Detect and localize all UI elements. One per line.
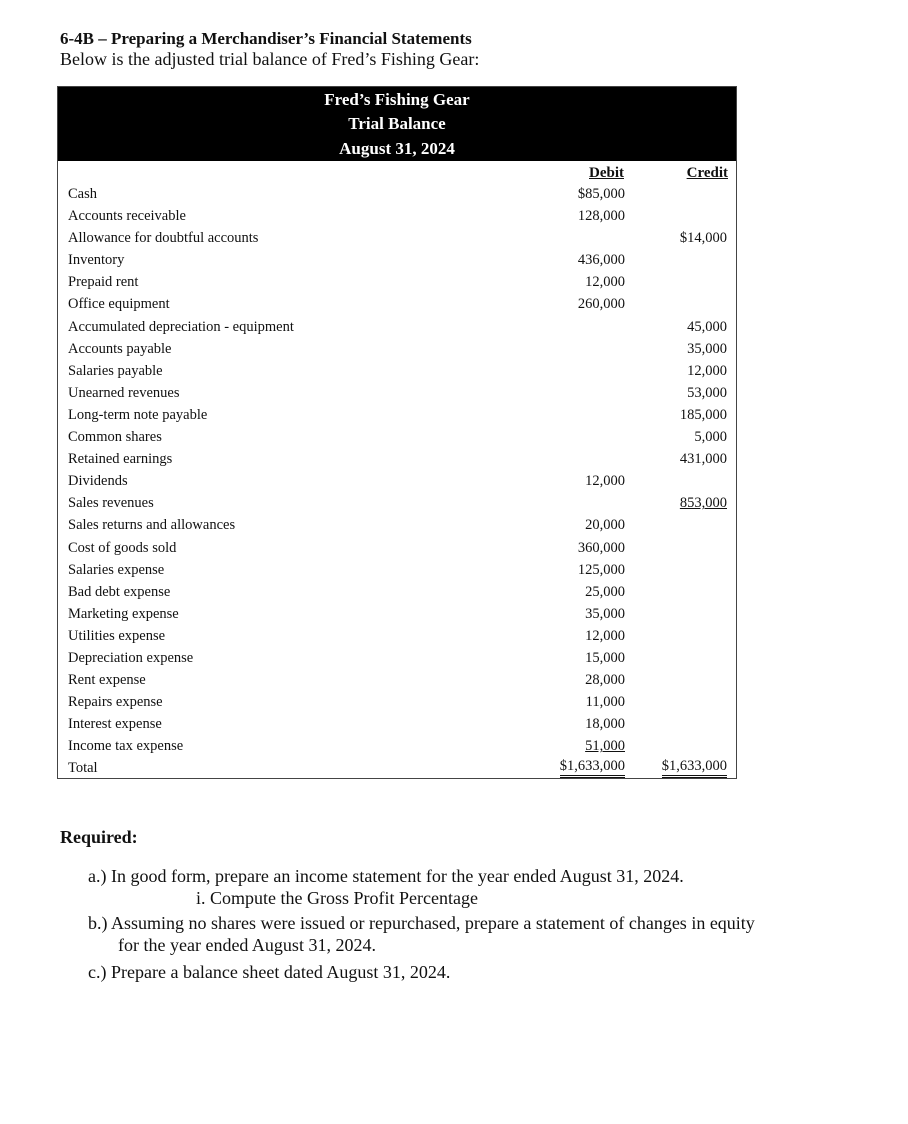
account-name: Utilities expense: [68, 627, 166, 644]
debit-value: 15,000: [585, 649, 625, 666]
table-row: [58, 647, 736, 669]
account-name: Prepaid rent: [68, 274, 139, 291]
table-row: [58, 205, 736, 227]
requirement-b: [88, 912, 755, 934]
account-name: Accounts receivable: [68, 208, 186, 225]
table-row: [58, 293, 736, 315]
table-row: [58, 249, 736, 271]
table-row: [58, 316, 736, 338]
requirement-b-text-line2: for the year ended August 31, 2024.: [118, 935, 376, 955]
requirement-c-label: c.): [88, 962, 107, 982]
problem-heading: 6-4B – Preparing a Merchandiser’s Financial Statements: [60, 29, 472, 48]
debit-value: 125,000: [577, 561, 625, 578]
account-name: Depreciation expense: [68, 649, 194, 666]
requirement-b-text-line1: Assuming no shares were issued or repurchased, prepare a statement of changes in equity: [111, 913, 755, 933]
debit-value: 11,000: [585, 694, 625, 711]
account-name: Sales returns and allowances: [68, 517, 236, 534]
account-name: Inventory: [68, 252, 125, 269]
credit-value: 853,000: [679, 495, 727, 512]
account-name: Income tax expense: [68, 738, 184, 755]
table-row: [58, 581, 736, 603]
account-name: Salaries payable: [68, 362, 163, 379]
table-row: [58, 338, 736, 360]
debit-column-header: Debit: [589, 165, 624, 181]
statement-date: August 31, 2024: [339, 139, 455, 158]
statement-title: Trial Balance: [348, 114, 446, 133]
account-name: Rent expense: [68, 672, 146, 689]
debit-value: 260,000: [577, 296, 625, 313]
account-name: Accounts payable: [68, 340, 172, 357]
account-name: Cost of goods sold: [68, 539, 177, 556]
debit-value: 35,000: [585, 605, 625, 622]
debit-value: 20,000: [585, 517, 625, 534]
total-debit-value: $1,633,000: [560, 757, 625, 778]
total-label: Total: [68, 760, 98, 777]
debit-value: 18,000: [585, 716, 625, 733]
debit-value: 360,000: [577, 539, 625, 556]
credit-column-header: Credit: [686, 165, 728, 181]
debit-value: 25,000: [585, 583, 625, 600]
trial-balance-header: [58, 87, 736, 161]
required-heading: Required:: [60, 827, 138, 847]
requirement-a-label: a.): [88, 866, 107, 886]
debit-value: $85,000: [577, 186, 625, 202]
table-row: [58, 713, 736, 735]
table-row: [58, 669, 736, 691]
table-row: [58, 492, 736, 514]
debit-value: 436,000: [577, 252, 625, 269]
account-name: Sales revenues: [68, 495, 154, 512]
requirement-a-i: [196, 887, 478, 909]
total-credit-value: $1,633,000: [662, 757, 727, 778]
table-row: [58, 360, 736, 382]
credit-value: 431,000: [679, 451, 727, 468]
account-name: Bad debt expense: [68, 583, 171, 600]
account-name: Common shares: [68, 429, 162, 446]
debit-value: 12,000: [585, 473, 625, 490]
credit-value: 35,000: [687, 340, 727, 357]
problem-intro: Below is the adjusted trial balance of Fred’s Fishing Gear:: [60, 49, 480, 69]
table-row: [58, 271, 736, 293]
account-name: Office equipment: [68, 296, 170, 313]
account-name: Unearned revenues: [68, 384, 180, 401]
requirement-c-text: Prepare a balance sheet dated August 31, 2024.: [110, 962, 451, 982]
credit-value: 12,000: [687, 362, 727, 379]
company-name: Fred’s Fishing Gear: [324, 90, 470, 109]
table-row: [58, 382, 736, 404]
requirement-a-text: In good form, prepare an income statement for the year ended August 31, 2024.: [110, 866, 684, 886]
requirement-a: [88, 865, 684, 887]
debit-value: 128,000: [577, 208, 625, 225]
credit-value: 5,000: [694, 429, 727, 446]
table-row: [58, 514, 736, 536]
account-name: Salaries expense: [68, 561, 165, 578]
table-row: [58, 404, 736, 426]
account-name: Interest expense: [68, 716, 162, 733]
requirement-c: [88, 961, 450, 983]
credit-value: 53,000: [687, 384, 727, 401]
debit-value: 51,000: [585, 738, 625, 755]
table-row: [58, 227, 736, 249]
table-row: [58, 470, 736, 492]
account-name: Allowance for doubtful accounts: [68, 230, 259, 247]
account-name: Repairs expense: [68, 694, 163, 711]
requirement-b-continued: [118, 934, 376, 956]
account-name: Dividends: [68, 473, 128, 490]
requirement-a-i-text: Compute the Gross Profit Percentage: [210, 888, 478, 908]
table-row: [58, 537, 736, 559]
table-row: [58, 559, 736, 581]
account-name: Retained earnings: [68, 451, 173, 468]
trial-balance-table: [57, 86, 737, 779]
account-name: Cash: [68, 186, 97, 202]
table-row: [58, 603, 736, 625]
table-row: [58, 735, 736, 757]
account-name: Long-term note payable: [68, 406, 208, 423]
total-row: [58, 757, 736, 779]
debit-value: 12,000: [585, 274, 625, 291]
account-name: Marketing expense: [68, 605, 179, 622]
account-name: Accumulated depreciation - equipment: [68, 318, 294, 335]
credit-value: $14,000: [679, 230, 727, 247]
requirement-a-i-label: i.: [196, 888, 206, 908]
trial-balance-rows: [58, 183, 736, 780]
table-row: [58, 625, 736, 647]
debit-value: 12,000: [585, 627, 625, 644]
requirement-b-label: b.): [88, 913, 108, 933]
debit-value: 28,000: [585, 672, 625, 689]
credit-value: 185,000: [679, 406, 727, 423]
credit-value: 45,000: [687, 318, 727, 335]
table-row: [58, 691, 736, 713]
table-row: [58, 448, 736, 470]
table-row: [58, 183, 736, 205]
table-row: [58, 426, 736, 448]
